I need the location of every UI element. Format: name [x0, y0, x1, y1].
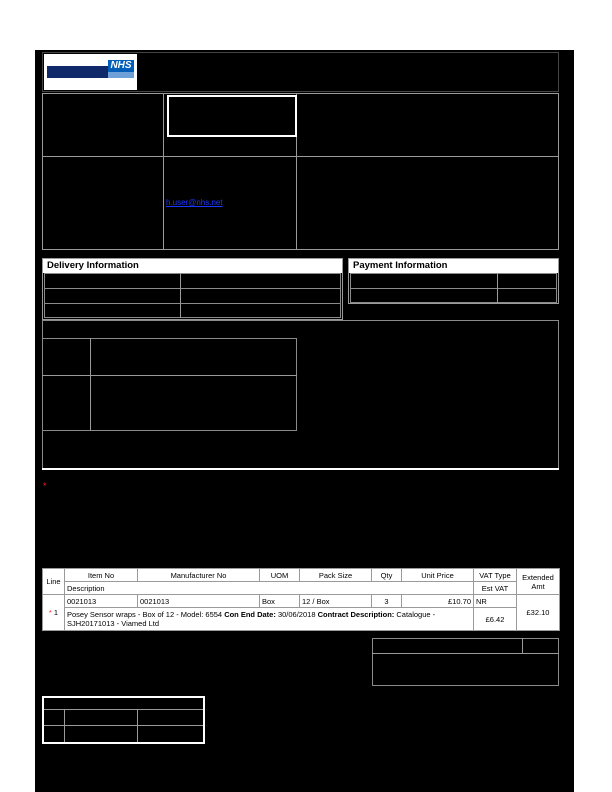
- logo-nhs-text: NHS: [108, 60, 134, 72]
- bottom-table-divider-v2: [137, 710, 138, 742]
- delivery-row-2: [44, 288, 341, 304]
- row-required-marker: *: [48, 608, 52, 617]
- row-unit-price: £10.70: [402, 595, 474, 608]
- order-number-box: [167, 95, 297, 137]
- table-header-row-2: [43, 582, 560, 595]
- grid-divider-h1: [42, 156, 559, 157]
- row-description: [65, 608, 474, 631]
- notes-inner-table: [42, 338, 297, 431]
- nhs-logo: [44, 54, 137, 90]
- bottom-table-divider-h1: [44, 709, 203, 710]
- row-line-number: 1: [53, 608, 59, 617]
- row-est-vat: £6.42: [474, 608, 517, 631]
- notes-inner-divider-v: [90, 338, 91, 431]
- delivery-col-divider: [180, 273, 181, 318]
- payment-row-2: [350, 288, 557, 303]
- delivery-row-1: [44, 273, 341, 289]
- header-qty: Qty: [372, 569, 402, 582]
- required-marker: *: [43, 481, 47, 491]
- row-item-no: 0021013: [65, 595, 138, 608]
- payment-info-heading: Payment Information: [349, 259, 558, 273]
- row-description-main: Posey Sensor wraps - Box of 12 - Model: 6554: [67, 610, 223, 619]
- table-header-row: [43, 569, 560, 582]
- payment-row-1: [350, 273, 557, 289]
- table-row: [43, 595, 560, 608]
- row-con-end-label: Con End Date:: [224, 610, 276, 619]
- totals-box: [372, 638, 559, 686]
- bottom-summary-table: [42, 696, 205, 744]
- header-manufacturer-no: Manufacturer No: [138, 569, 260, 582]
- row-con-end-value: 30/06/2018: [277, 610, 316, 619]
- header-line: Line: [43, 569, 65, 595]
- header-pack-size: Pack Size: [300, 569, 372, 582]
- order-header-grid: [42, 93, 559, 250]
- grid-divider-v1: [163, 93, 164, 250]
- row-uom: Box: [260, 595, 300, 608]
- logo-dark-block: [47, 66, 109, 78]
- header-vat-type: VAT Type: [474, 569, 517, 582]
- header-extended-amt: Extended Amt: [517, 569, 560, 595]
- header-uom: UOM: [260, 569, 300, 582]
- header-description: Description: [65, 582, 474, 595]
- table-row-description: [43, 608, 560, 631]
- line-items-table: [42, 568, 560, 631]
- header-unit-price: Unit Price: [402, 569, 474, 582]
- header-item-no: Item No: [65, 569, 138, 582]
- totals-divider-v: [522, 638, 523, 653]
- notes-bottom-border: [42, 468, 559, 470]
- payment-col-divider: [497, 273, 498, 303]
- bottom-table-divider-v1: [64, 710, 65, 742]
- notes-inner-divider-h: [42, 375, 297, 376]
- row-contract-value: Catalogue - SJH20171013 - Viamed Ltd: [67, 610, 436, 628]
- row-extended-amt: £32.10: [517, 595, 560, 631]
- totals-divider-h: [372, 653, 559, 654]
- logo-stripe: [108, 72, 134, 78]
- header-est-vat: Est VAT: [474, 582, 517, 595]
- row-qty: 3: [372, 595, 402, 608]
- row-vat-type: NR: [474, 595, 517, 608]
- row-manufacturer-no: 0021013: [138, 595, 260, 608]
- row-contract-label: Contract Description:: [317, 610, 395, 619]
- row-line-cell: [43, 595, 65, 631]
- contact-email-link[interactable]: h.user@nhs.net: [166, 198, 223, 207]
- delivery-row-3: [44, 303, 341, 318]
- bottom-table-divider-h2: [44, 725, 203, 726]
- delivery-info-heading: Delivery Information: [43, 259, 342, 273]
- row-pack-size: 12 / Box: [300, 595, 372, 608]
